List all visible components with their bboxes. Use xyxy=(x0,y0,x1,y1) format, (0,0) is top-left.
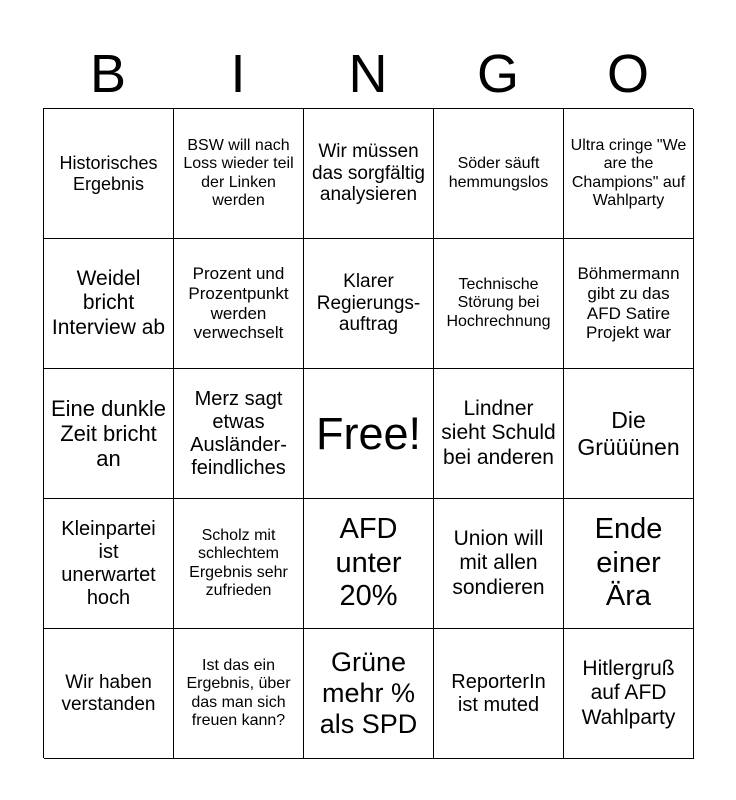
bingo-cell[interactable]: Union will mit allen sondieren xyxy=(434,499,564,629)
bingo-cell[interactable]: Eine dunkle Zeit bricht an xyxy=(44,369,174,499)
bingo-cell[interactable]: BSW will nach Loss wieder teil der Linken werden xyxy=(174,109,304,239)
bingo-cell[interactable]: Scholz mit schlechtem Ergebnis sehr zufrieden xyxy=(174,499,304,629)
bingo-cell[interactable]: Technische Störung bei Hochrechnung xyxy=(434,239,564,369)
header-letter-i: I xyxy=(230,44,246,104)
bingo-cell[interactable]: AFD unter 20% xyxy=(304,499,434,629)
bingo-cell[interactable]: Ende einer Ära xyxy=(564,499,694,629)
bingo-grid xyxy=(43,108,693,758)
header-letter-g: G xyxy=(476,44,519,104)
bingo-header xyxy=(43,40,693,108)
bingo-cell[interactable]: Grüne mehr % als SPD xyxy=(304,629,434,759)
bingo-cell[interactable]: Hitlergruß auf AFD Wahlparty xyxy=(564,629,694,759)
bingo-cell[interactable]: Historisches Ergebnis xyxy=(44,109,174,239)
bingo-cell[interactable]: Klarer Regierungs-auftrag xyxy=(304,239,434,369)
bingo-cell[interactable]: Lindner sieht Schuld bei anderen xyxy=(434,369,564,499)
bingo-cell[interactable]: Prozent und Prozentpunkt werden verwechselt xyxy=(174,239,304,369)
bingo-cell[interactable]: Böhmermann gibt zu das AFD Satire Projekt war xyxy=(564,239,694,369)
bingo-cell[interactable]: ReporterIn ist muted xyxy=(434,629,564,759)
bingo-cell[interactable]: Ist das ein Ergebnis, über das man sich freuen kann? xyxy=(174,629,304,759)
header-letter-o: O xyxy=(606,44,649,104)
header-letter-n: N xyxy=(348,44,388,104)
bingo-cell[interactable]: Ultra cringe "We are the Champions" auf Wahlparty xyxy=(564,109,694,239)
header-letter-b: B xyxy=(89,44,127,104)
bingo-cell[interactable]: Wir haben verstanden xyxy=(44,629,174,759)
free-space-cell[interactable]: Free! xyxy=(304,369,434,499)
bingo-cell[interactable]: Die Grüüünen xyxy=(564,369,694,499)
bingo-cell[interactable]: Wir müssen das sorgfältig analysieren xyxy=(304,109,434,239)
bingo-cell[interactable]: Söder säuft hemmungslos xyxy=(434,109,564,239)
bingo-cell[interactable]: Merz sagt etwas Ausländer-feindliches xyxy=(174,369,304,499)
bingo-cell[interactable]: Kleinpartei ist unerwartet hoch xyxy=(44,499,174,629)
bingo-cell[interactable]: Weidel bricht Interview ab xyxy=(44,239,174,369)
